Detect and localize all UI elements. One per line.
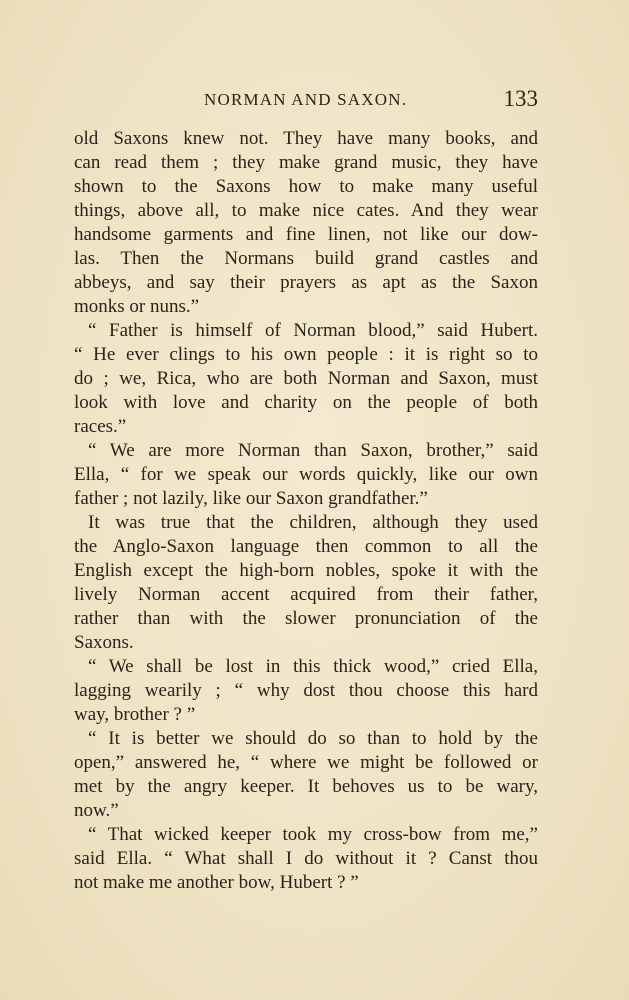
text-line: monks or nuns.” [74, 296, 200, 317]
text-line: handsome garments and fine linen, not like our dow- [74, 224, 538, 245]
text-line: Ella, “ for we speak our words quickly, like our own [74, 464, 538, 485]
text-line: Saxons. [74, 632, 134, 653]
text-line: lagging wearily ; “ why dost thou choose this hard [74, 680, 538, 701]
text-line: now.” [74, 800, 119, 821]
text-line: “ He ever clings to his own people : it is right so to [74, 344, 538, 365]
text-line: look with love and charity on the people of both [74, 392, 538, 413]
body-text [74, 127, 538, 895]
text-line: do ; we, Rica, who are both Norman and Saxon, must [74, 368, 538, 389]
text-line: old Saxons knew not. They have many books, and [74, 128, 538, 149]
text-line: can read them ; they make grand music, they have [74, 152, 538, 173]
text-line: lively Norman accent acquired from their father, [74, 584, 538, 605]
text-line: “ We shall be lost in this thick wood,” cried Ella, [88, 656, 538, 677]
text-line: met by the angry keeper. It behoves us to be wary, [74, 776, 538, 797]
running-head [74, 88, 540, 114]
text-line: “ We are more Norman than Saxon, brother,” said [88, 440, 538, 461]
text-line: said Ella. “ What shall I do without it ? Canst thou [74, 848, 538, 869]
text-line: races.” [74, 416, 127, 437]
text-line: rather than with the slower pronunciation of the [74, 608, 538, 629]
text-line: the Anglo-Saxon language then common to all the [74, 536, 538, 557]
text-line: abbeys, and say their prayers as apt as the Saxon [74, 272, 538, 293]
running-title: NORMAN AND SAXON. [204, 90, 408, 109]
text-line: English except the high-born nobles, spoke it with the [74, 560, 538, 581]
text-line: “ That wicked keeper took my cross-bow from me,” [88, 824, 538, 845]
text-line: shown to the Saxons how to make many useful [74, 176, 538, 197]
text-line: las. Then the Normans build grand castles and [74, 248, 538, 269]
text-line: open,” answered he, “ where we might be followed or [74, 752, 538, 773]
text-line: father ; not lazily, like our Saxon grandfather.” [74, 488, 428, 509]
text-line: “ It is better we should do so than to hold by the [88, 728, 538, 749]
page-number: 133 [503, 86, 538, 111]
text-line: “ Father is himself of Norman blood,” said Hubert. [88, 320, 538, 341]
text-line: things, above all, to make nice cates. And they wear [74, 200, 538, 221]
text-line: It was true that the children, although they used [88, 512, 538, 533]
text-line: way, brother ? ” [74, 704, 196, 725]
text-line: not make me another bow, Hubert ? ” [74, 872, 359, 893]
